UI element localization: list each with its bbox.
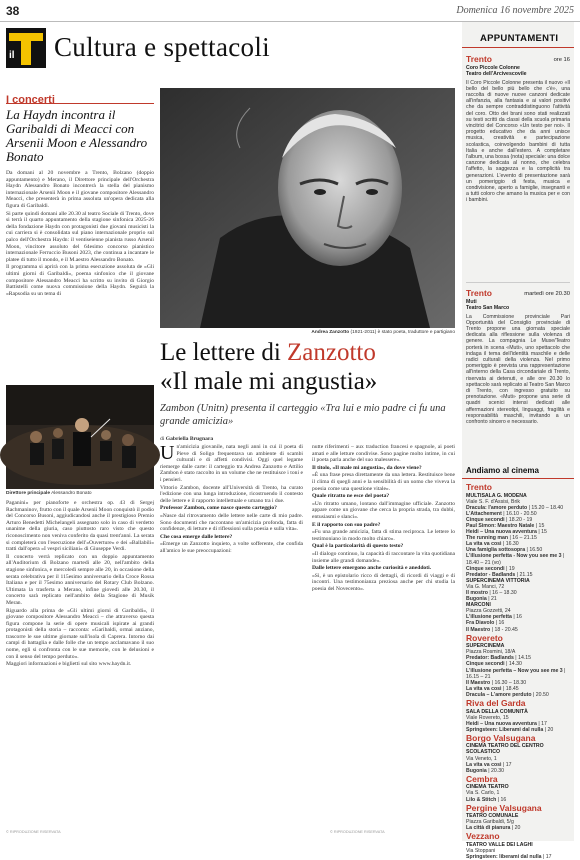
- concerts-paragraph: Si parte quindi domani alle 20.30 al teatro Sociale di Trento, dove si terrà il quarto appuntamento della stagione sinfonica 2025-26 della fondazione Haydn con protagonisti due giovani musicisti la cui carriera si è consolidata sul piano internazionale proprio sul palco dell'Orchestra Haydn: il ventiseienne pianista russo Arsenii Moon, vincitore assoluto del 64esimo concorso pianistico internazionale Ferruccio Busoni 2023, che continua a incantare le platee di tutto il mondo, e il M.aestro Alessandro Bonato.: [6, 210, 154, 263]
- cinema-venue: MARCONI: [466, 602, 491, 609]
- film-times: | 14.15: [513, 655, 532, 662]
- film-title: Predator: Badlands: [466, 655, 514, 662]
- cinema-city: Vezzano: [466, 831, 500, 842]
- copyright-notice: © RIPRODUZIONE RISERVATA: [6, 830, 61, 834]
- listings-sidebar: [462, 22, 574, 860]
- logo-t-stem: [21, 41, 31, 65]
- cinema-venue: SUPERCINEMA VITTORIA: [466, 577, 530, 584]
- event-city: Trento: [466, 54, 492, 64]
- cinema-address: Piazza Rosmini, 18/A: [466, 649, 516, 656]
- article-paragraph: «Fu una grande amicizia, fatta di stima reciproca. Le lettere lo testimoniano in modo molto chiaro».: [312, 529, 455, 542]
- film-times: | 16.10 - 20.50: [501, 510, 537, 517]
- drop-cap: U: [160, 442, 175, 464]
- article-subhead: Zambon (Unitn) presenta il carteggio «Tra lui e mio padre ci fu una grande amicizia»: [160, 403, 446, 427]
- article-question: Dalle lettere emergono anche curiosità e aneddoti.: [312, 565, 432, 572]
- film-times: | 20.50: [531, 691, 549, 698]
- article-question: Qual è la particolarità di questo testo?: [312, 543, 404, 550]
- cinema-city: Rovereto: [466, 632, 503, 643]
- page-number: 38: [6, 4, 20, 18]
- cinema-address: Via Veneto, 1: [466, 755, 497, 762]
- cinema-film: [466, 854, 570, 860]
- cinema-film: [466, 727, 570, 733]
- zanzotto-photo: [160, 88, 455, 328]
- film-title: La vita va così: [466, 685, 502, 692]
- caption-text: (1921-2011) è stato poeta, traduttore e partigiano: [350, 330, 455, 335]
- film-times: | 15: [536, 529, 547, 536]
- cinema-venue: CINEMA TEATRO DEL CENTRO SCOLASTICO: [466, 743, 544, 756]
- cinema-address: Viale S. F. d'Assisi, Brik: [466, 498, 520, 505]
- cinema-venue: TEATRO VALLE DEI LAGHI: [466, 841, 533, 848]
- orchestra-photo: [6, 385, 154, 489]
- concerts-paragraph: Da domani al 20 novembre a Trento, Bolzano (doppio appuntamento) e Merano, il Direttore principale dell'Orchestra Haydn Alessandro Bonato incontrerà la stella del pianismo internazionale Arsenii Moon e il giovane compositore Alessandro Meacci, che presenterà in prima assoluta un'opera dedicata alla figura di Garibaldi.: [6, 170, 154, 209]
- article-column-b: [312, 444, 455, 593]
- copyright-notice: © RIPRODUZIONE RISERVATA: [330, 830, 385, 834]
- article-question: Il titolo, «Il male mi angustia», da dove viene?: [312, 464, 422, 471]
- cinema-listings: [466, 482, 570, 860]
- film-title: Cinque secondi: [466, 565, 505, 572]
- article-paragraph: Vittorio Zambon, docente all'Università di Trento, ha curato l'edizione con una lunga introduzione, ricostruendo il contesto delle lettere e il rapporto intellettuale e umano tra i due.: [160, 484, 303, 504]
- film-title: Il Maestro: [466, 626, 491, 633]
- film-title: Cinque secondi: [466, 661, 505, 668]
- film-times: | 20: [543, 726, 554, 733]
- logo-t-bar: [9, 33, 43, 41]
- article-question: Che cosa emerge dalle lettere?: [160, 533, 233, 540]
- concerts-column: [6, 88, 154, 298]
- film-title: Il mostro: [466, 590, 488, 596]
- concerts-body: [6, 170, 154, 297]
- film-times: | 20.30: [486, 767, 504, 774]
- film-title: L'illusione perfetta – Now you see me 3: [466, 667, 563, 674]
- concerts-paragraph: Il programma si aprirà con la prima esecuzione assoluta de «Gli ultimi giorni di Garibaldi», poema sinfonico che il giovane compositore Alessandro Meacci ha scritto su invito di Giorgio Battistelli come nuova commissione della Haydn. Seguirà la «Rapsodia su un tema di: [6, 264, 154, 297]
- film-title: Il Maestro: [466, 679, 491, 686]
- film-times: | 16.30 – 18.30: [490, 679, 527, 686]
- event-divider: [466, 282, 570, 283]
- zanzotto-portrait-illustration: [160, 88, 455, 328]
- newspaper-logo: [6, 28, 46, 68]
- film-title: La città di pianura: [466, 825, 511, 832]
- cinema-venue: MULTISALA G. MODENA: [466, 492, 527, 499]
- cinema-film: [466, 797, 570, 803]
- cinema-header: [462, 463, 574, 479]
- kicker-band: [6, 88, 154, 104]
- film-times: | 18 - 20.45: [490, 626, 518, 633]
- film-times: | 16.15 – 21: [466, 667, 566, 680]
- film-times: | 18.40 – 21 (vo): [466, 553, 565, 566]
- article-paragraph: «Il dialogo continuo, la capacità di raccontare la vita quotidiana insieme alle grandi domande».: [312, 550, 455, 564]
- headline-highlight: Zanzotto: [287, 339, 376, 366]
- film-title: Fra Diavolo: [466, 620, 495, 627]
- event-city: Trento: [466, 288, 492, 298]
- event-time: ore 16: [553, 57, 570, 63]
- film-title: L'illusione perfetta: [466, 614, 512, 621]
- cinema-film: [466, 553, 570, 565]
- zanzotto-photo-caption: [160, 330, 455, 335]
- event-time: martedì ore 20.30: [524, 291, 570, 297]
- article-paragraph: nutte riferimenti – aux traduction francesi e spagnole, ai poeti amati e alle letture condivise. Sono pagine molto intime, in cui il poeta parla anche del suo malessere».: [312, 444, 455, 464]
- film-times: | 16.50: [525, 547, 543, 554]
- event-item: [466, 288, 570, 425]
- cinema-city: Pergine Valsugana: [466, 802, 542, 813]
- cinema-title: Andiamo al cinema: [466, 466, 539, 475]
- appuntamenti-header: [462, 28, 574, 48]
- film-times: | 16 – 18.30: [487, 590, 517, 596]
- film-times: | 18.20 - 19: [504, 516, 533, 523]
- event-description: La Commissione provinciale Pari Opportunità del Consiglio provinciale di Trento propone una giornata speciale dedicata alla riflessione sulla violenza di genere. La compagnia Le Muse/Teatro porterà in scena «Muti», uno spettacolo che indaga il tema dell'identità maschile e delle radici culturali della violenza. Nel primo pomeriggio è prevista una rappresentazione all'interno della Casa circondariale di Trento, riservata ai detenuti, e alle ore 20.30 lo spettacolo sarà replicato al Teatro San Marco di Trento, con ingresso gratuito su prenotazione. «Muti» propone una serie di quadri scenici intensi dedicati alle affermazioni stereotipi, linguaggi, fragilità e responsabilità maschili, invitando a un confronto sincero e necessario.: [466, 313, 570, 426]
- article-paragraph: «Un ritratto umano, lontano dall'immagine ufficiale. Zanzotto appare come un giovane che cerca la propria strada, tra dubbi, entusiasmi e slanci».: [312, 500, 455, 520]
- article-paragraph: «Sì, è un epistolario ricco di dettagli, di ricordi di viaggi e di incontri. Una testimonianza preziosa anche per chi studia la poesia del Novecento».: [312, 572, 455, 592]
- cinema-venue: CINEMA TEATRO: [466, 784, 509, 791]
- cinema-venue: SUPERCINEMA: [466, 643, 505, 650]
- cinema-film: [466, 668, 570, 680]
- cinema-film: [466, 627, 570, 633]
- event-description: Il Coro Piccole Colonne presenta il nuovo «Il bello del bello più bello che c'è», una raccolta di nuove nuove canzoni dedicate all'infanzia, alla fantasia e ai valori positivi che da sempre contraddistinguono l'attività del coro. Otto dei brani sono stati realizzati su testi scritti da classi della scuola primaria vincitrici del Concorso «Un testo per noi». Il progetto educativo che da anni unisce musica, creatività e partecipazione scolastica, coinvolgendo bambini di tutta Italia e anche dall'estero. A completare l'album, una bossa (nota) speciale: una dolce canzone dedicata al nonno, che celebra l'affetto, la saggezza e la complicità tra generazioni. L'evento di presentazione sarà un pomeriggio di festa, musica e condivisione, aperto a famiglie, insegnanti e a tutti coloro che amano la musica per e con i bambini.: [466, 79, 570, 204]
- article-column-a: [160, 444, 303, 556]
- film-times: | 20: [510, 825, 521, 832]
- byline-prefix: di: [160, 436, 165, 442]
- film-title: Springsteen: Liberami dal nulla: [466, 726, 544, 733]
- article-paragraph: «È una frase presa direttamente da una lettera. Restituisce bene il clima di quegli anni e la sensibilità di un uomo che viveva la poesia come una questione vitale».: [312, 472, 455, 492]
- cinema-address: Piazza Gozzetti, 24: [466, 608, 511, 615]
- article-paragraph: «Nasce dal ritrovamento delle lettere nelle carte di mio padre. Sono documenti che raccontano un'amicizia profonda, fatta di confidenze, di letture e di riflessioni sulla poesia e sulla vita».: [160, 512, 303, 533]
- cinema-address: Via S. Carlo, 1: [466, 790, 500, 797]
- concerts-headline: La Haydn incontra il Garibaldi di Meacci con Arsenii Moon e Alessandro Bonato: [6, 107, 148, 164]
- cinema-address: Via Stoppani: [466, 848, 496, 854]
- cinema-address: Viale Rovereto, 15: [466, 714, 509, 721]
- cinema-film: [466, 768, 570, 774]
- article-paragraph: «Emerge un Zanzotto inquieto, a volte sofferente, che confida all'amico le sue preoccupazioni:: [160, 541, 303, 554]
- film-title: Lilo & Stitch: [466, 796, 497, 803]
- cinema-city: Trento: [466, 482, 492, 492]
- byline-author: Gabriella Brugnara: [165, 436, 214, 442]
- film-title: Cinque secondi: [466, 516, 505, 523]
- headline-quote: «Il male mi angustia»: [160, 368, 378, 395]
- film-times: | 17: [501, 761, 512, 768]
- headline-part: Le lettere di: [160, 339, 281, 366]
- film-times: | 21.15: [515, 571, 533, 578]
- concerts-body-continued: [6, 500, 154, 669]
- film-title: Dracula: l'amore perduto: [466, 504, 528, 511]
- film-title: Heidi – Una nuova avventura: [466, 529, 537, 536]
- film-title: L'illusione perfetta - Now you see me 3: [466, 553, 562, 560]
- caption-bold: Andrea Zanzotto: [311, 330, 350, 335]
- concerts-paragraph: Il concerto verrà replicato con un doppio appuntamento all'Auditorium di Bolzano martedì alle 20, nell'ambito della stagione sinfonica, e mercoledì sempre alle 20, in occasione della serata celebrativa per il 115esimo anniversario della Croce Rossa Italiana e per il 75esimo anniversario del Rotary Club Bolzano. Ultimata la trasferta a Merano, infine giovedì alle 20.30, il concerto sarà replicato nell'ambito della Stagione di Musik Meran.: [6, 553, 154, 606]
- cinema-address: Via G. Manci, 72: [466, 583, 505, 590]
- cinema-city: Cembra: [466, 773, 498, 784]
- film-times: | 14.30: [504, 661, 522, 668]
- caption-text: Alessandro Bonato: [51, 491, 92, 496]
- concerts-paragraph: Paganini» per pianoforte e orchestra op. 43 di Sergej Rachmaninov, frutto con il quale Arsenii Moon conquistò il podio del Concorso Busoni, aggiudicandosi anche il prestigioso Premio Arturo Benedetti Michelangeli assegnato solo in caso di verdetto unanime della giuria, caso piuttosto raro visto che questo riconoscimento non veniva conferito da quasi trent'anni. La serata si completerà con l'esecuzione dell'«Ouverture» e dei «Ballabili» tratti dall'opera «I vespri siciliani» di Giuseppe Verdi.: [6, 500, 154, 553]
- event-venue: Muti Teatro San Marco: [466, 299, 510, 312]
- film-title: La vita va così: [466, 761, 502, 768]
- article-headline: [160, 338, 455, 396]
- section-title: Cultura e spettacoli: [54, 32, 270, 62]
- film-title: Bugonia: [466, 596, 487, 603]
- film-times: | 16.30: [501, 541, 519, 548]
- film-title: Bugonia: [466, 767, 487, 774]
- caption-bold: Direttore principale: [6, 491, 50, 496]
- cinema-city: Riva del Garda: [466, 698, 526, 708]
- film-times: | 18.45: [501, 685, 519, 692]
- film-title: L'Attachement: [466, 510, 502, 517]
- film-times: | 16: [496, 796, 507, 803]
- film-times: | 15.20 – 18.40: [527, 504, 564, 511]
- film-times: | 16: [511, 614, 522, 621]
- film-times: | 17: [536, 720, 547, 727]
- appuntamenti-title: APPUNTAMENTI: [480, 33, 559, 44]
- concerts-kicker: I concerti: [6, 94, 55, 106]
- film-times: | 16 – 21.15: [508, 535, 537, 542]
- concerts-paragraph: Maggiori informazioni e biglietti sul sito www.haydn.it.: [6, 661, 132, 668]
- film-times: | 17: [541, 854, 552, 860]
- film-times: | 19: [504, 565, 515, 572]
- cinema-city: Borgo Valsugana: [466, 732, 536, 743]
- article-question: Professor Zambon, come nasce questo carteggio?: [160, 505, 277, 512]
- article-byline: [160, 436, 300, 442]
- page-date: Domenica 16 novembre 2025: [456, 5, 574, 16]
- cinema-venue: SALA DELLA COMUNITÀ: [466, 708, 528, 715]
- article-text: n'amicizia giovanile, nata negli anni in cui il poeta di Pieve di Soligo frequentava un ambiente di scambi culturali e di affetti condivisi. Oggi quel legame riemerge dalle carte: il carteggio tra Andrea Zanzotto e Attilio Zambon è stato raccolto in un volume che ne restituisce i toni e i pensieri.: [160, 444, 303, 483]
- cinema-venue: TEATRO COMUNALE: [466, 813, 519, 820]
- article-question: Quale ritratto ne esce del poeta?: [312, 493, 390, 500]
- orchestra-photo-illustration: [6, 385, 154, 489]
- cinema-address: Piazza Garibaldi, 5/g: [466, 819, 514, 826]
- article-question: E il rapporto con suo padre?: [312, 521, 381, 528]
- film-times: | 21: [486, 596, 497, 603]
- film-title: Predator - Badlands: [466, 571, 516, 578]
- event-item: [466, 54, 570, 204]
- event-venue: Coro Piccole Colonne Teatro dell'Arcivescovile: [466, 65, 527, 78]
- page-header: [0, 0, 580, 22]
- article-paragraph: [160, 444, 303, 484]
- film-times: | 15: [534, 522, 545, 529]
- logo-lettering: il: [9, 50, 15, 61]
- orchestra-photo-caption: [6, 491, 154, 496]
- film-title: Springsteen: liberami dal nulla: [466, 854, 542, 860]
- film-title: Paul Simon: Maestro Natale: [466, 522, 535, 529]
- film-title: La vita va così: [466, 541, 502, 548]
- film-times: | 16: [494, 620, 505, 627]
- concerts-paragraph: Riguardo alla prima de «Gli ultimi giorni di Garibaldi», il giovane compositore Alessandro Meacci – che attraverso questa figura compone la serie di opere musicali ispirate ai grandi protagonisti della storia – racconta: «Garibaldi, ormai anziano, trascorre le sue ultime giornate sull'isola di Caprera. Intorno dai campi di battaglia e dalle folle che un tempo acclamavano il suo nome, egli si confronta con le sue memorie, con le delusioni e con il senso del tempo perduto».: [6, 607, 154, 660]
- film-title: Una famiglia sottosopra: [466, 547, 526, 554]
- film-title: The running man: [466, 535, 509, 542]
- film-title: Dracula – L'amore perduto: [466, 691, 532, 698]
- film-title: Heidi – Una nuova avventura: [466, 720, 537, 727]
